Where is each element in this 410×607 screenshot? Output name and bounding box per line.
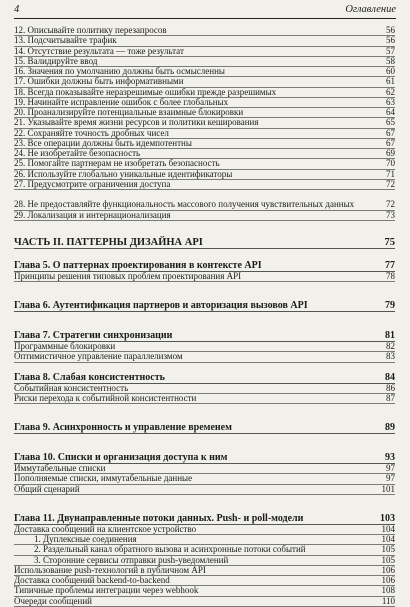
toc-entry [14, 211, 395, 221]
toc-entry-page: 106 [381, 575, 395, 585]
toc-chapter-items [14, 384, 395, 405]
toc-chapter-items [14, 342, 395, 363]
toc-entry-page: 56 [386, 35, 395, 46]
chapter-page: 81 [385, 330, 395, 341]
toc-entry-title: 28. Не предоставляйте функциональность массового получения чувствительных данных [14, 199, 355, 210]
toc-entry-title: 13. Подсчитывайте трафик [14, 35, 117, 46]
chapter-title: Глава 7. Стратегии синхронизации [14, 330, 173, 341]
toc-entry-page: 87 [386, 392, 395, 403]
part-page: 75 [384, 236, 395, 248]
toc-entry-title: 19. Начинайте исправление ошибок с более глобальных [14, 96, 229, 107]
chapter-title: Глава 9. Асинхронность и управление временем [14, 422, 232, 433]
toc-entry-page: 69 [386, 148, 395, 158]
toc-chapter-items [14, 272, 395, 282]
toc-entry-page: 110 [381, 595, 395, 606]
toc-entry-title: Общий сценарий [14, 483, 80, 494]
toc-entry-title: Доставка сообщений backend-to-backend [14, 575, 170, 585]
toc-entry-page: 56 [386, 25, 395, 35]
toc-entry-title: Принципы решения типовых проблем проектирования API [14, 270, 242, 281]
toc-entry-title: 12. Описывайте политику перезапросов [14, 25, 167, 35]
chapter-page: 93 [385, 452, 395, 463]
toc-entry-title: 23. Все операции должны быть идемпотентны [14, 137, 192, 148]
toc-entry-page: 83 [386, 351, 395, 362]
toc-entry-page: 57 [386, 45, 395, 56]
toc-entry-title: Событийная консистентность [14, 382, 129, 393]
toc-entries-principles [14, 26, 395, 190]
toc-entry-page: 65 [386, 117, 395, 128]
chapter-page: 103 [380, 512, 395, 524]
page-header [14, 4, 396, 19]
toc-entry-title: Программные блокировки [14, 341, 116, 351]
toc-entry-title: 14. Отсутствие результата — тоже результат [14, 45, 184, 56]
toc-entry [14, 352, 395, 362]
chapter-title: Глава 11. Двунаправленные потоки данных. Push- и poll-модели [14, 512, 304, 524]
toc-entry-page: 97 [386, 463, 395, 473]
toc-entry-title: 16. Значения по умолчанию должны быть осмысленны [14, 66, 225, 76]
toc-entry [14, 190, 395, 211]
toc-entry-page: 104 [381, 534, 395, 544]
chapter-page: 84 [385, 371, 395, 383]
chapter-title: Глава 6. Аутентификация партнеров и авторизация вызовов API [14, 300, 308, 311]
toc-entry-page: 71 [386, 168, 395, 179]
toc-entry-page: 58 [386, 55, 395, 66]
toc-entry-page: 105 [381, 554, 395, 565]
toc-entry-title: Типичные проблемы интеграции через webhook [14, 585, 199, 596]
toc-chapter-heading [14, 421, 395, 434]
toc-entry-page: 78 [386, 270, 395, 281]
toc-entry-title: 27. Предусмотрите ограничения доступа [14, 178, 171, 189]
chapter-title: Глава 5. О паттернах проектирования в контексте API [14, 259, 262, 271]
chapter-title: Глава 10. Списки и организация доступа к ним [14, 452, 228, 463]
toc-entry-title: 26. Используйте глобально уникальные идентификаторы [14, 168, 233, 179]
chapter-page: 79 [385, 300, 395, 311]
chapter-page: 89 [385, 422, 395, 433]
toc-entry-page: 60 [386, 66, 395, 76]
toc-chapter-heading [14, 299, 395, 312]
toc-entry [14, 485, 395, 495]
toc-entry-page: 61 [386, 76, 395, 87]
toc-entry-page: 105 [381, 544, 395, 555]
toc-entry-page: 86 [386, 382, 395, 393]
toc-entry-page: 67 [386, 137, 395, 148]
toc-entry-page: 104 [381, 523, 395, 534]
toc-entry-page: 64 [386, 107, 395, 117]
toc-entry-title: 24. Не изобретайте безопасность [14, 148, 141, 158]
table-of-contents [14, 26, 395, 607]
toc-entry [14, 272, 395, 282]
toc-entry-page: 70 [386, 158, 395, 169]
toc-entry-title: Риски перехода к событийной консистентности [14, 392, 197, 403]
toc-entry-title: 1. Дуплексные соединения [34, 534, 137, 544]
part-title: ЧАСТЬ II. ПАТТЕРНЫ ДИЗАЙНА API [14, 236, 203, 248]
toc-entry [14, 597, 395, 607]
toc-entry [14, 394, 395, 404]
toc-entry-page: 82 [386, 341, 395, 351]
toc-entry-page: 63 [386, 96, 395, 107]
toc-entry-page: 108 [381, 585, 395, 596]
chapter-page: 77 [385, 259, 395, 271]
toc-entry-title: 21. Указывайте время жизни ресурсов и политики кеширования [14, 117, 259, 128]
toc-entry-title: Доставка сообщений на клиентское устройство [14, 523, 197, 534]
toc-entry-title: 25. Помогайте партнерам не изобретать безопасность [14, 158, 220, 169]
toc-entry-page: 97 [386, 473, 395, 484]
toc-entry-title: 2. Раздельный канал обратного вызова и асинхронные потоки событий [34, 544, 306, 555]
running-title: Оглавление [345, 4, 396, 15]
toc-entry-title: 17. Ошибки должны быть информативными [14, 76, 184, 87]
toc-entry-page: 72 [386, 199, 395, 210]
toc-entry [14, 180, 395, 190]
toc-chapter-items [14, 464, 395, 495]
chapter-title: Глава 8. Слабая консистентность [14, 371, 165, 383]
toc-entry-title: Оптимистичное управление параллелизмом [14, 351, 183, 362]
toc-entry-title: 22. Сохраняйте точность дробных чисел [14, 127, 169, 138]
toc-entry-title: 18. Всегда показывайте неразрешимые ошибки прежде разрешимых [14, 86, 277, 97]
toc-entry-page: 67 [386, 127, 395, 138]
toc-entry-page: 72 [386, 178, 395, 189]
toc-part-heading [14, 234, 395, 249]
page-number: 4 [14, 4, 20, 15]
toc-chapter-items [14, 525, 395, 607]
toc-entry-title: 3. Сторонние сервисы отправки push-уведомлений [34, 554, 229, 565]
toc-entry-title: Использование push-технологий в публичном API [14, 564, 206, 575]
toc-entry-title: 29. Локализация и интернационализация [14, 209, 171, 220]
toc-entry-title: Очереди сообщений [14, 595, 92, 606]
toc-entry-title: 15. Валидируйте ввод [14, 55, 98, 66]
toc-entry-page: 101 [381, 483, 395, 494]
toc-entry-title: Пополняемые списки, иммутабельные данные [14, 473, 193, 484]
toc-entry-title: Иммутабельные списки [14, 463, 106, 473]
toc-entry-page: 62 [386, 86, 395, 97]
toc-entry-page: 106 [381, 564, 395, 575]
toc-entry-page: 73 [386, 209, 395, 220]
toc-entry-title: 20. Проанализируйте потенциальные взаимные блокировки [14, 107, 244, 117]
